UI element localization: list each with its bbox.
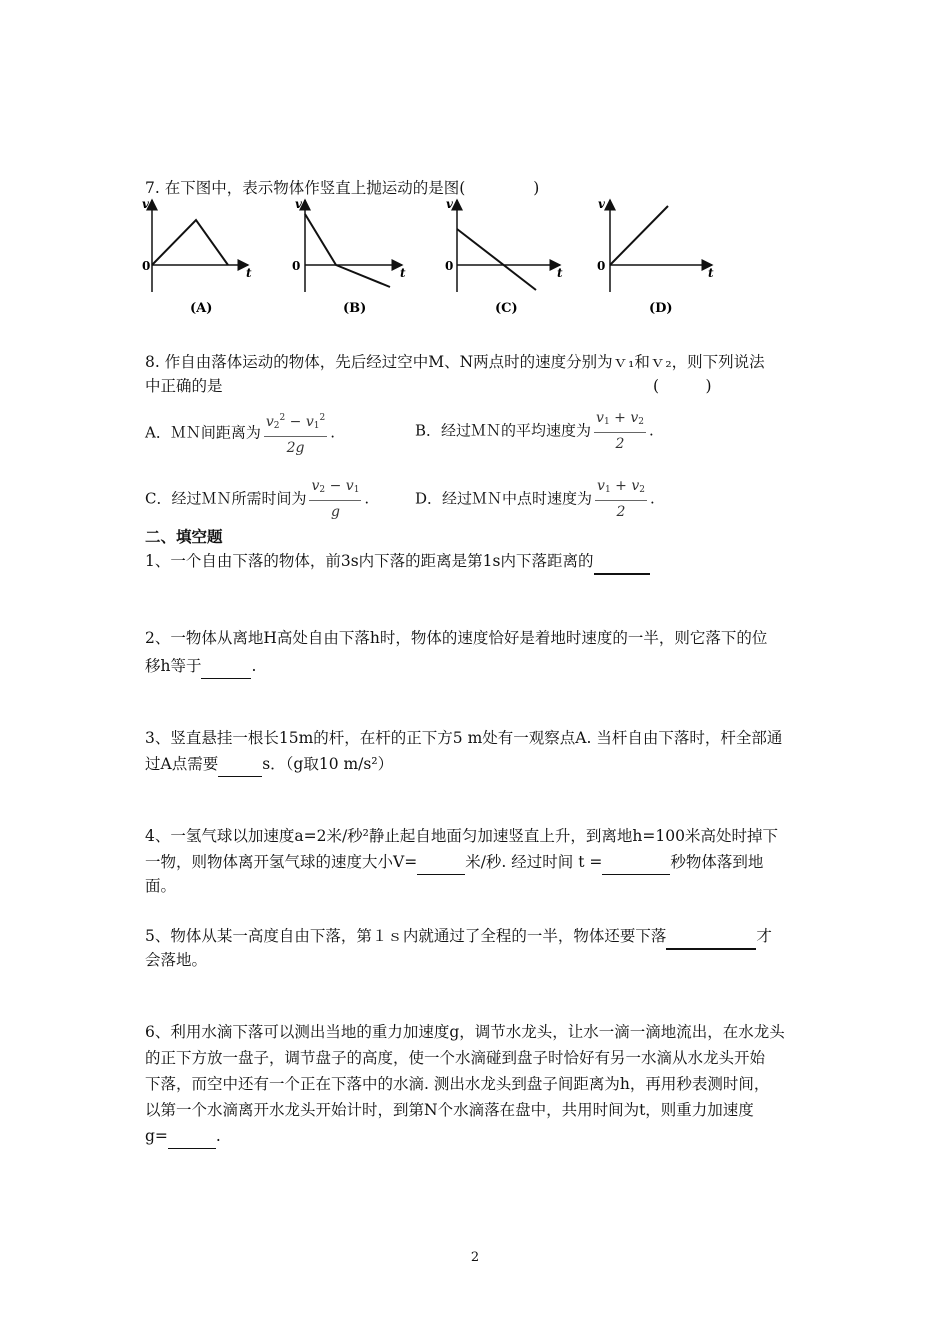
fill-5-line2: 会落地。: [145, 951, 208, 969]
fill-6-line5: g= .: [145, 1124, 810, 1149]
fill-5-line1: 5、物体从某一高度自由下落，第１ｓ内就通过了全程的一半，物体还要下落 才: [145, 924, 810, 950]
fill-6-line2: 的正下方放一盘子，调节盘子的高度，使一个水滴碰到盘子时恰好有另一水滴从水龙头开始: [145, 1049, 766, 1067]
q8-line1: 8. 作自由落体运动的物体，先后经过空中M、N两点时的速度分别为ｖ₁和ｖ₂，则下列说法: [145, 353, 765, 371]
q8-option-d[interactable]: D．经过ＭＮ中点时速度为 $\frac{v_1 + v_2}{2}$ .: [415, 476, 655, 523]
q8-option-a[interactable]: A．ＭＮ间距离为 $\frac{v_2^2 - v_1^2}{2g}$ .: [145, 408, 335, 459]
graph-d: [597, 197, 714, 316]
graph-c: [445, 197, 563, 316]
blank-5[interactable]: [666, 924, 756, 950]
axis-t-label: t: [400, 266, 406, 280]
blank-6[interactable]: [168, 1124, 216, 1149]
q8-option-c[interactable]: C．经过ＭＮ所需时间为 $\frac{v_2 - v_1}{g}$ .: [145, 476, 369, 523]
blank-1[interactable]: [594, 549, 650, 575]
fill-3-line1: 3、竖直悬挂一根长15m的杆，在杆的正下方5 m处有一观察点A. 当杆自由下落时，杆全部通: [145, 729, 783, 747]
blank-4b[interactable]: [602, 850, 670, 875]
fill-4-line3: 面。: [145, 877, 177, 895]
formula-mid-velocity: $\frac{v_1 + v_2}{2}$: [597, 478, 645, 520]
blank-4a[interactable]: [417, 850, 465, 875]
q8-line2: 中正确的是 ( ): [145, 374, 810, 398]
origin-label: 0: [292, 259, 301, 273]
origin-label: 0: [445, 259, 454, 273]
axis-t-label: t: [708, 266, 714, 280]
axis-v-label: v: [295, 197, 302, 211]
fill-2-line2: 移h等于 .: [145, 654, 810, 679]
axis-t-label: t: [246, 266, 252, 280]
axis-t-label: t: [557, 266, 563, 280]
graph-c-label: (C): [495, 301, 518, 316]
vt-graphs-svg: [140, 192, 740, 332]
section-title: 二、填空题: [145, 527, 223, 546]
fill-6-line3: 下落，而空中还有一个正在下落中的水滴. 测出水龙头到盘子间距离为h，再用秒表测时间，: [145, 1075, 770, 1093]
fill-3-line2: 过A点需要 s．（g取10 m/s²）: [145, 752, 810, 777]
graph-b-label: (B): [343, 301, 367, 316]
q7-graphs: [140, 192, 740, 336]
formula-distance: $\frac{v_2^2 - v_1^2}{2g}$: [264, 408, 327, 459]
axis-v-label: v: [142, 197, 149, 211]
origin-label: 0: [597, 259, 606, 273]
q8-answer-paren: ( ): [653, 377, 712, 395]
graph-a-label: (A): [190, 301, 213, 316]
graph-a: [142, 197, 252, 316]
formula-time: $\frac{v_2 - v_1}{g}$: [311, 478, 360, 520]
axis-v-label: v: [598, 197, 605, 211]
origin-label: 0: [142, 259, 151, 273]
page-number: 2: [470, 1250, 480, 1265]
q8-option-b[interactable]: B．经过ＭＮ的平均速度为 $\frac{v_1 + v_2}{2}$ .: [415, 408, 654, 455]
blank-3[interactable]: [218, 752, 262, 777]
formula-avg-velocity: $\frac{v_1 + v_2}{2}$: [596, 410, 644, 452]
blank-2[interactable]: [201, 654, 251, 679]
graph-d-label: (D): [649, 301, 673, 316]
fill-4-line2: 一物，则物体离开氢气球的速度大小V= 米/秒. 经过时间 t = 秒物体落到地: [145, 850, 810, 875]
fill-6-line4: 以第一个水滴离开水龙头开始计时，到第N个水滴落在盘中，共用时间为t，则重力加速度: [145, 1101, 754, 1119]
graph-b: [292, 197, 406, 316]
fill-1: 1、一个自由下落的物体，前3s内下落的距离是第1s内下落距离的: [145, 549, 810, 575]
axis-v-label: v: [446, 197, 453, 211]
fill-6-line1: 6、利用水滴下落可以测出当地的重力加速度g，调节水龙头，让水一滴一滴地流出，在水龙头: [145, 1023, 785, 1041]
fill-2-line1: 2、一物体从离地H高处自由下落h时，物体的速度恰好是着地时速度的一半，则它落下的位: [145, 629, 768, 647]
fill-4-line1: 4、一氢气球以加速度a=2米/秒²静止起自地面匀加速竖直上升，到离地h=100米高处时掉下: [145, 827, 778, 845]
q7-question: 7. 在下图中，表示物体作竖直上抛运动的是图( ): [145, 179, 540, 197]
